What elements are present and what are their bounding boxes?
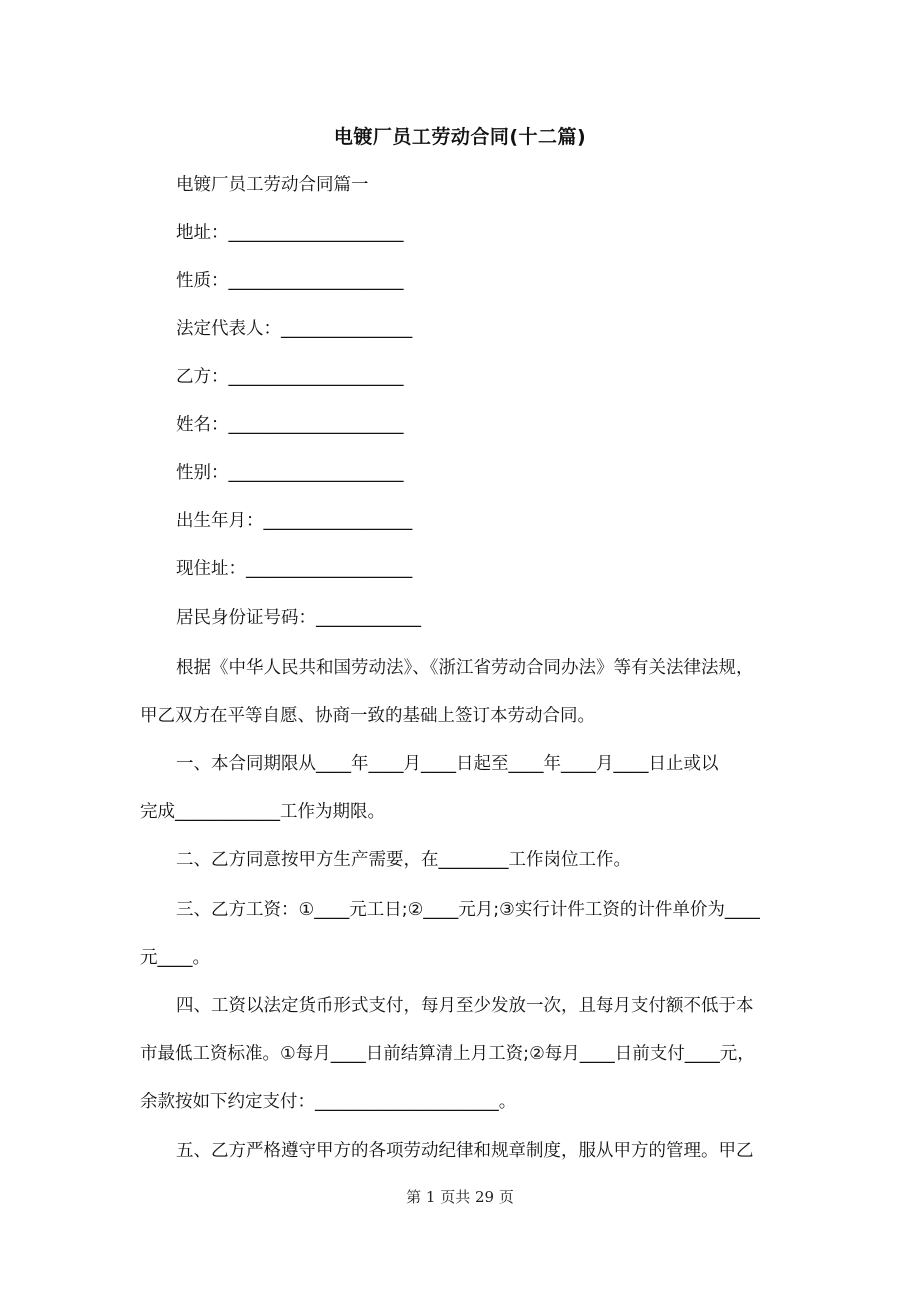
clause1-line2: 完成____________工作为期限。 <box>140 802 385 822</box>
clause4-line3: 余款按如下约定支付：_____________________。 <box>140 1092 517 1112</box>
paragraph-basis-line2: 甲乙双方在平等自愿、协商一致的基础上签订本劳动合同。 <box>140 706 595 726</box>
field-residence: 现住址：___________________ <box>176 559 413 579</box>
field-address: 地址：____________________ <box>176 223 404 243</box>
field-nature: 性质：____________________ <box>176 271 404 291</box>
field-birth: 出生年月：_________________ <box>176 511 413 531</box>
clause2-line1: 二、乙方同意按甲方生产需要，在________工作岗位工作。 <box>176 850 631 870</box>
clause4-line2: 市最低工资标准。①每月____日前结算清上月工资;②每月____日前支付____元， <box>140 1044 755 1064</box>
clause3-line2: 元____。 <box>140 948 210 968</box>
clause5-line1: 五、乙方严格遵守甲方的各项劳动纪律和规章制度，服从甲方的管理。甲乙 <box>176 1141 754 1161</box>
section-heading: 电镀厂员工劳动合同篇一 <box>176 175 369 195</box>
document-title: 电镀厂员工劳动合同(十二篇) <box>333 126 587 148</box>
clause4-line1: 四、工资以法定货币形式支付，每月至少发放一次，且每月支付额不低于本 <box>176 996 754 1016</box>
field-gender: 性别：____________________ <box>176 463 404 483</box>
field-name: 姓名：____________________ <box>176 415 404 435</box>
paragraph-basis-line1: 根据《中华人民共和国劳动法》、《浙江省劳动合同办法》等有关法律法规， <box>176 658 754 678</box>
field-id-number: 居民身份证号码：____________ <box>176 608 421 628</box>
page-footer: 第 1 页共 29 页 <box>406 1188 514 1206</box>
clause3-line1: 三、乙方工资：①____元工日;②____元月;③实行计件工资的计件单价为____ <box>176 900 760 920</box>
field-party-b: 乙方：____________________ <box>176 367 404 387</box>
clause1-line1: 一、本合同期限从____年____月____日起至____年____月____日止或以 <box>176 754 719 774</box>
field-legal-rep: 法定代表人：_______________ <box>176 319 413 339</box>
